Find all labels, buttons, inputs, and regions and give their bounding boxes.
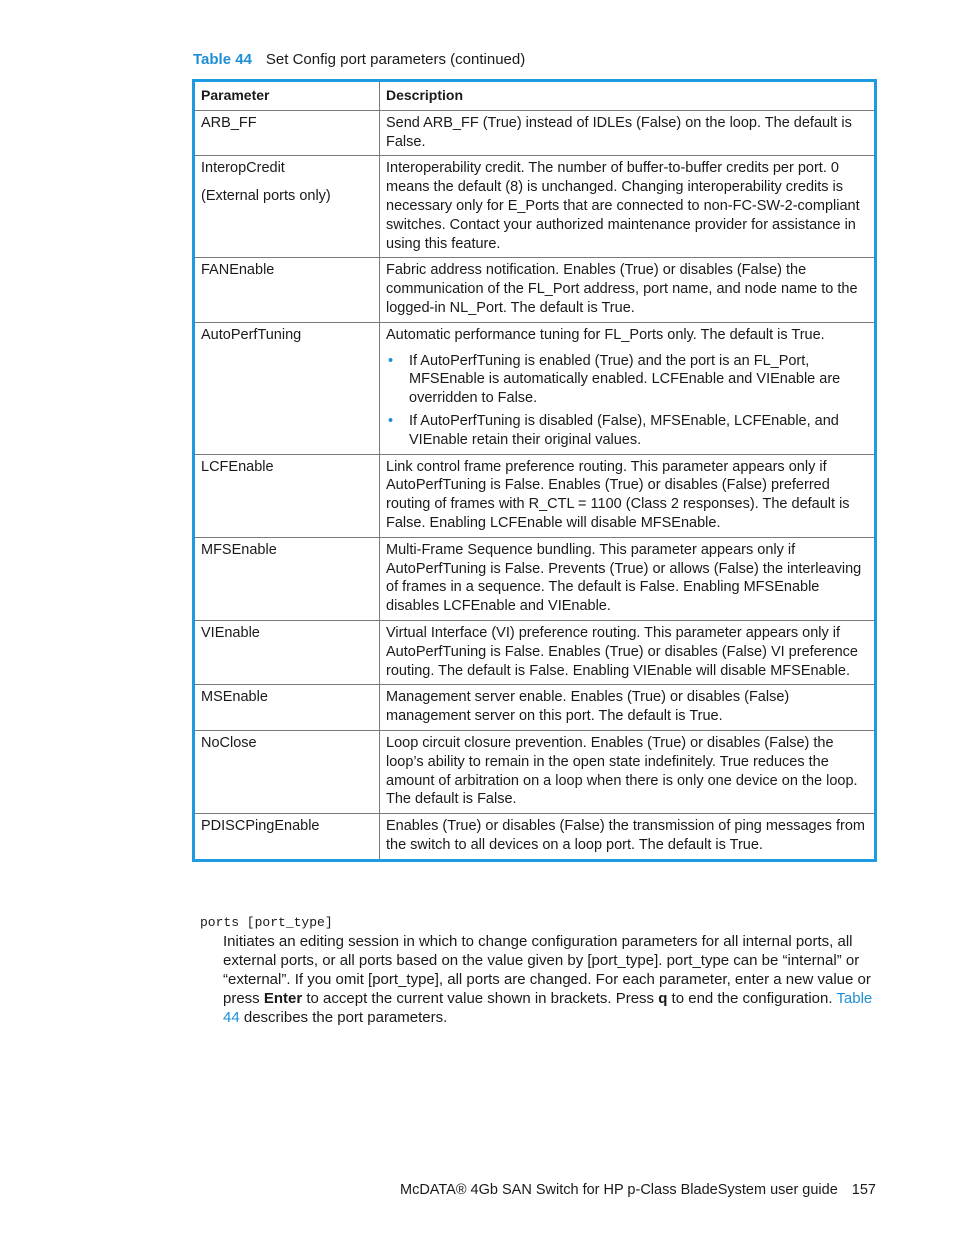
table-row [194, 110, 876, 156]
desc-cell: Interoperability credit. The number of buffer-to-buffer credits per port. 0 means the default (8) is unchanged. Changing interoperability credits is necessary only for E_Ports that are connected to non-FC-SW-2-compliant switches. Contact your authorized maintenance provider for assistance in using this feature. [380, 156, 876, 258]
page-footer [400, 1180, 876, 1200]
table-row [194, 730, 876, 813]
bullet-item: • If AutoPerfTuning is disabled (False), MFSEnable, LCFEnable, and VIEnable retain their original values. [386, 412, 868, 450]
table-row [194, 156, 876, 258]
bullet-item: • If AutoPerfTuning is enabled (True) and the port is an FL_Port, MFSEnable is automatically enabled. LCFEnable and VIEnable are overridden to False. [386, 352, 868, 408]
para-text: describes the port parameters. [239, 1008, 448, 1026]
param-cell: NoClose [194, 730, 380, 813]
table-row [194, 620, 876, 684]
table-caption [193, 50, 525, 70]
desc-cell [380, 322, 876, 454]
footer-title: McDATA® 4Gb SAN Switch for HP p-Class BladeSystem user guide [400, 1182, 838, 1198]
desc-cell: Fabric address notification. Enables (True) or disables (False) the communication of the FL_Port address, port name, and node name to the logged-in NL_Port. The default is True. [380, 258, 876, 322]
bullet-list [386, 352, 868, 450]
page-number: 157 [851, 1182, 876, 1198]
desc-cell: Virtual Interface (VI) preference routing. This parameter appears only if AutoPerfTuning is False. Enables (True) or disables (False) VI preference routing. The default is False. Enabling VIEnable will disable MFSEnable. [380, 620, 876, 684]
desc-text: Automatic performance tuning for FL_Ports only. The default is True. [386, 326, 825, 343]
command-syntax: ports [port_type] [200, 915, 333, 930]
table-row [194, 258, 876, 322]
param-cell: MSEnable [194, 685, 380, 731]
param-cell [194, 156, 380, 258]
param-cell: ARB_FF [194, 110, 380, 156]
desc-cell: Loop circuit closure prevention. Enables (True) or disables (False) the loop’s ability to remain in the open state indefinitely. True reduces the amount of arbitration on a loop when there is only one device on the loop. The default is False. [380, 730, 876, 813]
table-row [194, 537, 876, 620]
table-row [194, 322, 876, 454]
para-text: Initiates an editing session in which to change configuration parameters for all internal ports, all external ports, or all ports based on the value given by [port_type]. port_type can be “internal” or “external”. If you omit [port_type], all ports are changed. For each parameter, enter a new value or press [223, 933, 871, 1007]
para-text: to accept the current value shown in brackets. Press [302, 989, 659, 1007]
desc-cell: Multi-Frame Sequence bundling. This parameter appears only if AutoPerfTuning is False. Prevents (True) or allows (False) the interleaving of frames in a sequence. The default is False. Enabling MFSEnable disables LCFEnable and VIEnable. [380, 537, 876, 620]
header-parameter: Parameter [194, 81, 380, 111]
desc-cell: Link control frame preference routing. This parameter appears only if AutoPerfTuning is False. Enables (True) or disables (False) preferred routing of frames with R_CTL = 1100 (Class 2 responses). The default is False. Enabling LCFEnable will disable MFSEnable. [380, 454, 876, 537]
desc-cell: Management server enable. Enables (True) or disables (False) management server on this port. The default is True. [380, 685, 876, 731]
desc-cell: Send ARB_FF (True) instead of IDLEs (False) on the loop. The default is False. [380, 110, 876, 156]
table-44-link[interactable]: Table 44 [223, 989, 873, 1026]
param-cell: AutoPerfTuning [194, 322, 380, 454]
enter-key-label: Enter [263, 989, 303, 1007]
header-description: Description [380, 81, 876, 111]
param-note: (External ports only) [201, 188, 331, 205]
parameters-table [192, 79, 877, 862]
param-cell: VIEnable [194, 620, 380, 684]
param-cell: LCFEnable [194, 454, 380, 537]
param-cell: PDISCPingEnable [194, 814, 380, 861]
table-number: Table 44 [193, 51, 252, 68]
command-description [223, 933, 873, 1028]
para-text: to end the configuration. [667, 989, 837, 1007]
table-row [194, 454, 876, 537]
q-key-label: q [658, 989, 668, 1007]
table-title: Set Config port parameters (continued) [265, 51, 526, 68]
table-row [194, 814, 876, 861]
param-name: InteropCredit [201, 160, 285, 177]
param-cell: MFSEnable [194, 537, 380, 620]
param-cell: FANEnable [194, 258, 380, 322]
table-header-row [194, 81, 876, 111]
desc-cell: Enables (True) or disables (False) the transmission of ping messages from the switch to all devices on a loop port. The default is True. [380, 814, 876, 861]
table-row [194, 685, 876, 731]
